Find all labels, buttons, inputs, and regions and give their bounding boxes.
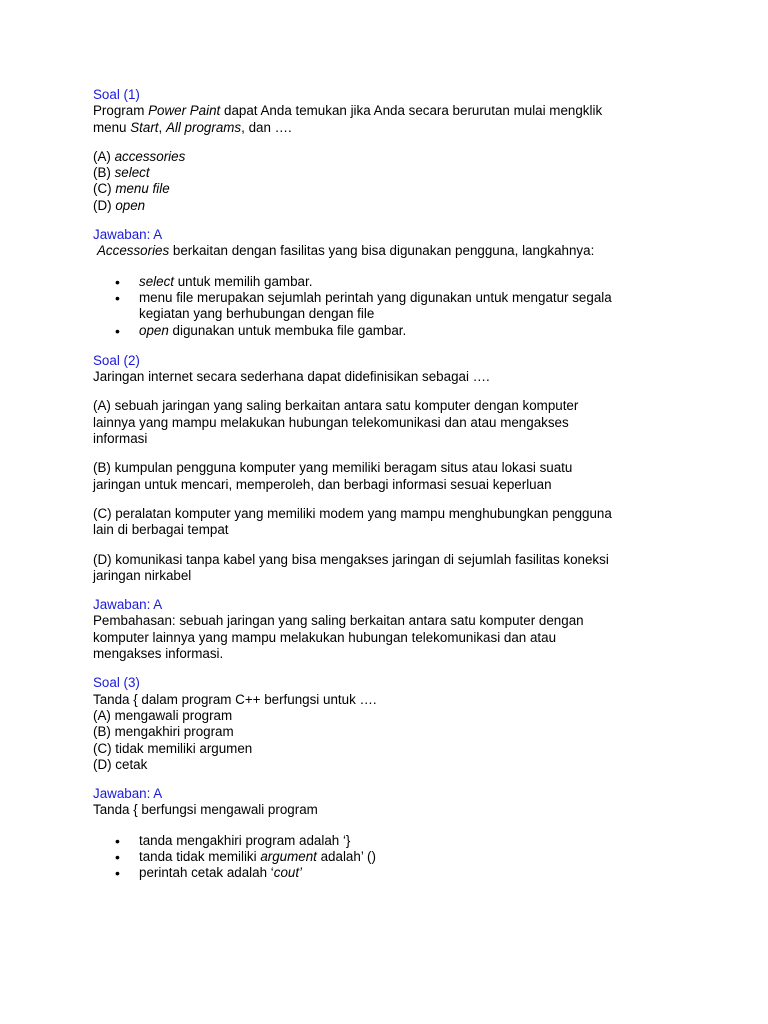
text-run-italic: argument	[260, 848, 317, 864]
text-run-italic: Power Paint	[148, 103, 221, 119]
question-text-line: Jaringan internet secara sederhana dapat didefinisikan sebagai ….	[93, 369, 490, 385]
answer-explanation: Tanda { berfungsi mengawali program	[93, 802, 318, 818]
option-text: select	[114, 165, 150, 181]
option-c	[93, 181, 683, 197]
question-heading: Soal (1)	[93, 87, 140, 102]
option-text-line: (C) peralatan komputer yang memiliki modem yang mampu menghubungkan pengguna	[93, 505, 612, 521]
text-run: menu	[93, 119, 131, 135]
option-b: (B) mengakhiri program	[93, 724, 234, 740]
option-label: (A)	[93, 148, 115, 164]
explanation-list	[93, 274, 683, 339]
text-run-italic: select	[139, 273, 174, 289]
question-3	[93, 675, 683, 881]
list-item	[93, 290, 683, 323]
option-text: accessories	[114, 148, 186, 164]
option-text-line: lainnya yang mampu melakukan hubungan telekomunikasi dan atau mengakses	[93, 414, 569, 430]
list-item	[93, 323, 683, 339]
option-text: open	[115, 197, 146, 213]
document-content	[93, 87, 683, 882]
answer-explanation	[93, 243, 683, 259]
question-2	[93, 353, 683, 662]
explanation-line: komputer lainnya yang mampu melakukan hubungan telekomunikasi dan atau	[93, 629, 557, 645]
option-c	[93, 506, 683, 539]
text-run: Program	[93, 103, 149, 119]
text-run: untuk memilih gambar.	[173, 273, 313, 289]
option-a	[93, 398, 683, 447]
option-b	[93, 460, 683, 493]
option-label: (B)	[93, 165, 115, 181]
option-b	[93, 165, 683, 181]
text-run: dapat Anda temukan jika Anda secara berurutan mulai mengklik	[220, 103, 603, 119]
text-run: berkaitan dengan fasilitas yang bisa digunakan pengguna, langkahnya:	[169, 243, 595, 259]
question-text-line: Tanda { dalam program C++ berfungsi untuk ….	[93, 691, 377, 707]
answer-heading: Jawaban: A	[93, 786, 163, 802]
text-run-italic: open	[139, 322, 169, 338]
text-run: kegiatan yang berhubungan dengan file	[139, 306, 375, 322]
option-text-line: (A) sebuah jaringan yang saling berkaitan antara satu komputer dengan komputer	[93, 398, 579, 414]
option-text-line: (B) kumpulan pengguna komputer yang memiliki beragam situs atau lokasi suatu	[93, 460, 573, 476]
question-text-line	[93, 120, 683, 136]
option-d: (D) cetak	[93, 756, 148, 772]
text-run-italic: All programs	[165, 119, 242, 135]
text-run: tanda tidak memiliki	[139, 848, 261, 864]
text-run: tanda mengakhiri program adalah ‘}	[139, 832, 351, 848]
option-label: (D)	[93, 197, 116, 213]
option-a: (A) mengawali program	[93, 707, 233, 723]
option-text-line: informasi	[93, 431, 148, 447]
answer-explanation	[93, 613, 683, 662]
option-c: (C) tidak memiliki argumen	[93, 740, 253, 756]
text-run: adalah’ ()	[316, 848, 376, 864]
explanation-line: Pembahasan: sebuah jaringan yang saling berkaitan antara satu komputer dengan	[93, 613, 584, 629]
answer-heading: Jawaban: A	[93, 597, 163, 613]
text-run: perintah cetak adalah ‘	[139, 865, 274, 881]
text-run-italic: Start	[130, 119, 159, 135]
text-run: , dan ….	[241, 119, 292, 135]
text-run: digunakan untuk membuka file gambar.	[168, 322, 407, 338]
option-text: menu file	[115, 181, 170, 197]
answer-heading: Jawaban: A	[93, 227, 163, 243]
option-text-line: jaringan nirkabel	[93, 567, 192, 583]
list-item	[93, 865, 683, 881]
text-run-italic: cout’	[273, 865, 303, 881]
option-a	[93, 149, 683, 165]
option-text-line: lain di berbagai tempat	[93, 522, 229, 538]
list-item	[93, 849, 683, 865]
option-text-line: (D) komunikasi tanpa kabel yang bisa mengakses jaringan di sejumlah fasilitas koneksi	[93, 551, 609, 567]
explanation-list	[93, 833, 683, 882]
text-run: ,	[158, 119, 166, 135]
option-d	[93, 198, 683, 214]
option-text-line: jaringan untuk mencari, memperoleh, dan berbagi informasi sesuai keperluan	[93, 476, 552, 492]
explanation-line: mengakses informasi.	[93, 646, 224, 662]
list-item	[93, 274, 683, 290]
option-d	[93, 552, 683, 585]
option-label: (C)	[93, 181, 116, 197]
question-heading: Soal (2)	[93, 352, 140, 368]
question-1	[93, 87, 683, 339]
list-item	[93, 833, 683, 849]
text-run-italic: Accessories	[97, 243, 170, 259]
question-text-line	[93, 103, 683, 119]
text-run: • menu file merupakan sejumlah perintah yang digunakan untuk mengatur segala	[139, 289, 612, 305]
question-heading: Soal (3)	[93, 675, 140, 691]
